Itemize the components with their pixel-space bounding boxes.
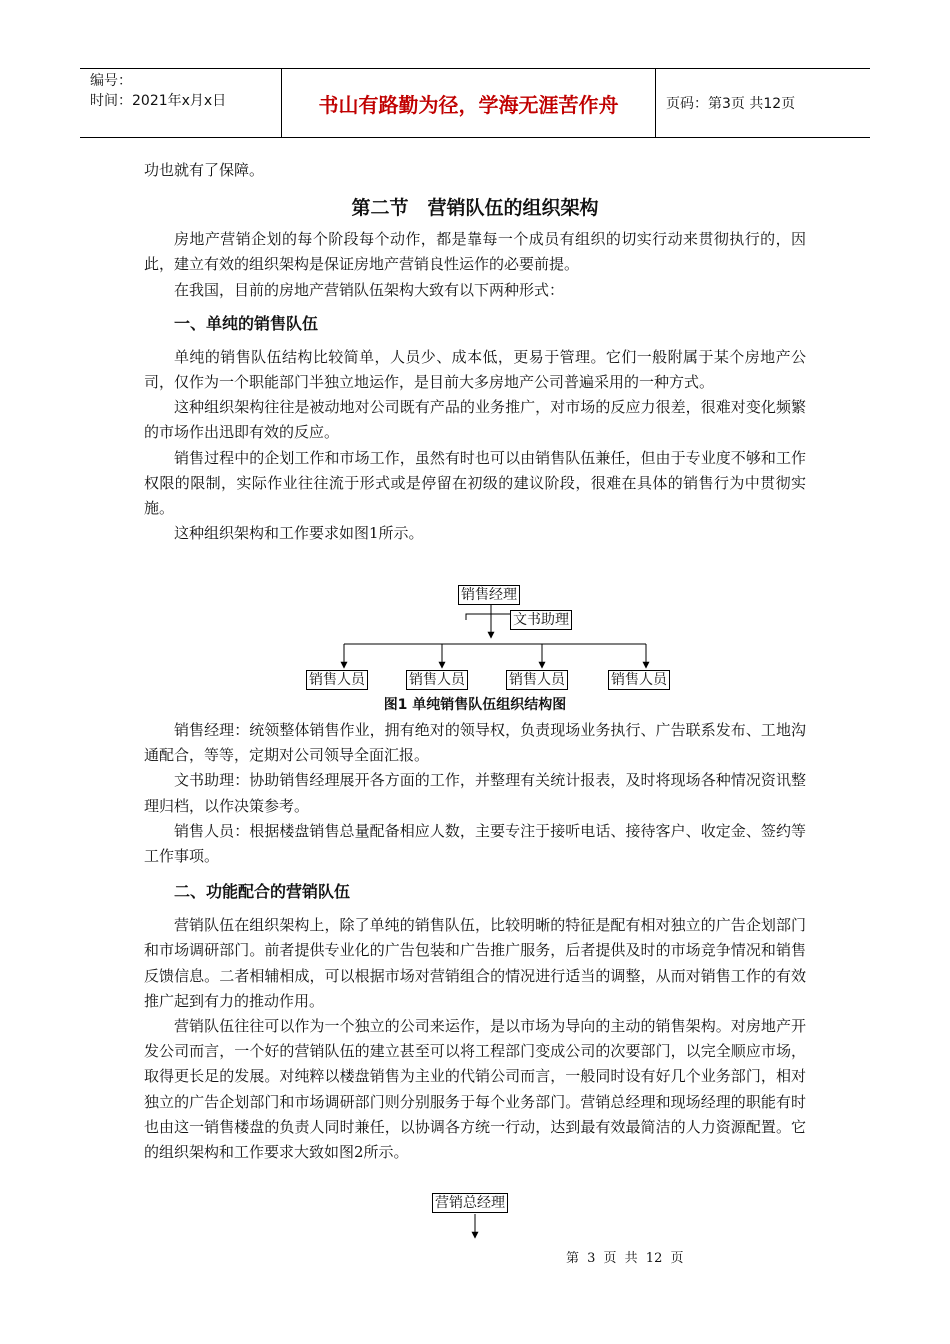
subsection-heading: 一、单纯的销售队伍: [174, 313, 319, 333]
figure-2: [144, 1190, 806, 1240]
org-box-assistant: 文书助理: [510, 610, 572, 630]
paragraph: 营销队伍往往可以作为一个独立的公司来运作，是以市场为导向的主动的销售架构。对房地产开发公司而言，一个好的营销队伍的建立甚至可以将工程部门变成公司的次要部门，以完全顺应市场，取得更长足的发展。对纯粹以楼盘销售为主业的代销公司而言，一般同时设有好几个业务部门，相对独立的广告企划部门和市场调研部门则分别服务于每个业务部门。营销总经理和现场经理的职能有时也由这一销售楼盘的负责人同时兼任，以协调各方统一行动，达到最有效最简洁的人力资源配置。它的组织架构和工作要求大致如图2所示。: [144, 1017, 806, 1162]
paragraph: 文书助理：协助销售经理展开各方面的工作，并整理有关统计报表，及时将现场各种情况资讯整理归档，以作决策参考。: [144, 771, 806, 815]
paragraph: 营销队伍在组织架构上，除了单纯的销售队伍，比较明晰的特征是配有相对独立的广告企划部门和市场调研部门。前者提供专业化的广告包装和广告推广服务，后者提供及时的市场竞争情况和销售反馈信息。二者相辅相成，可以根据市场对营销组合的情况进行适当的调整，从而对销售工作的有效推广起到有力的推动作用。: [144, 916, 806, 1010]
figure-1: [144, 582, 806, 718]
org-box-salesperson: 销售人员: [506, 670, 568, 690]
paragraph: 销售人员：根据楼盘销售总量配备相应人数，主要专注于接听电话、接待客户、收定金、签约等工作事项。: [144, 821, 806, 866]
content-block-1: [144, 158, 806, 546]
header-time: 时间：2021年x月x日: [90, 93, 227, 109]
header-meta: [80, 69, 282, 137]
section-title: 第二节 营销队伍的组织架构: [351, 197, 599, 220]
paragraph: 单纯的销售队伍结构比较简单，人员少、成本低，更易于管理。它们一般附属于某个房地产公司，仅作为一个职能部门半独立地运作，是目前大多房地产公司普遍采用的一种方式。: [144, 347, 806, 392]
header-page-info: 页码：第3页 共12页: [666, 96, 796, 112]
paragraph: 在我国，目前的房地产营销队伍架构大致有以下两种形式：: [174, 280, 565, 299]
org-box-marketing-gm: 营销总经理: [432, 1193, 508, 1213]
header-number: 编号：: [90, 73, 132, 89]
page-header: [80, 68, 870, 138]
page-footer: 第 3 页 共 12 页: [566, 1251, 684, 1266]
paragraph: 这种组织架构和工作要求如图1所示。: [174, 524, 424, 543]
org-box-salesperson: 销售人员: [406, 670, 468, 690]
org-box-sales-manager: 销售经理: [458, 585, 520, 605]
paragraph: 销售过程中的企划工作和市场工作，虽然有时也可以由销售队伍兼任，但由于专业度不够和工作权限的限制，实际作业往往流于形式或是停留在初级的建议阶段，很难在具体的销售行为中贯彻实施。: [144, 448, 806, 518]
org-box-salesperson: 销售人员: [306, 670, 368, 690]
paragraph: 房地产营销企划的每个阶段每个动作，都是靠每一个成员有组织的切实行动来贯彻执行的，因此，建立有效的组织架构是保证房地产营销良性运作的必要前提。: [144, 230, 806, 274]
paragraph: 功也就有了保障。: [144, 161, 265, 179]
paragraph: 这种组织架构往往是被动地对公司既有产品的业务推广，对市场的反应力很差，很难对变化频繁的市场作出迅即有效的反应。: [144, 398, 806, 442]
paragraph: 销售经理：统领整体销售作业，拥有绝对的领导权，负责现场业务执行、广告联系发布、工地沟通配合，等等，定期对公司领导全面汇报。: [144, 721, 806, 765]
subsection-heading: 二、功能配合的营销队伍: [174, 882, 351, 902]
content-block-2: [144, 718, 806, 1165]
header-motto: 书山有路勤为径，学海无涯苦作舟: [282, 69, 656, 137]
org-box-salesperson: 销售人员: [608, 670, 670, 690]
figure-1-caption: 图1 单纯销售队伍组织结构图: [383, 697, 567, 713]
